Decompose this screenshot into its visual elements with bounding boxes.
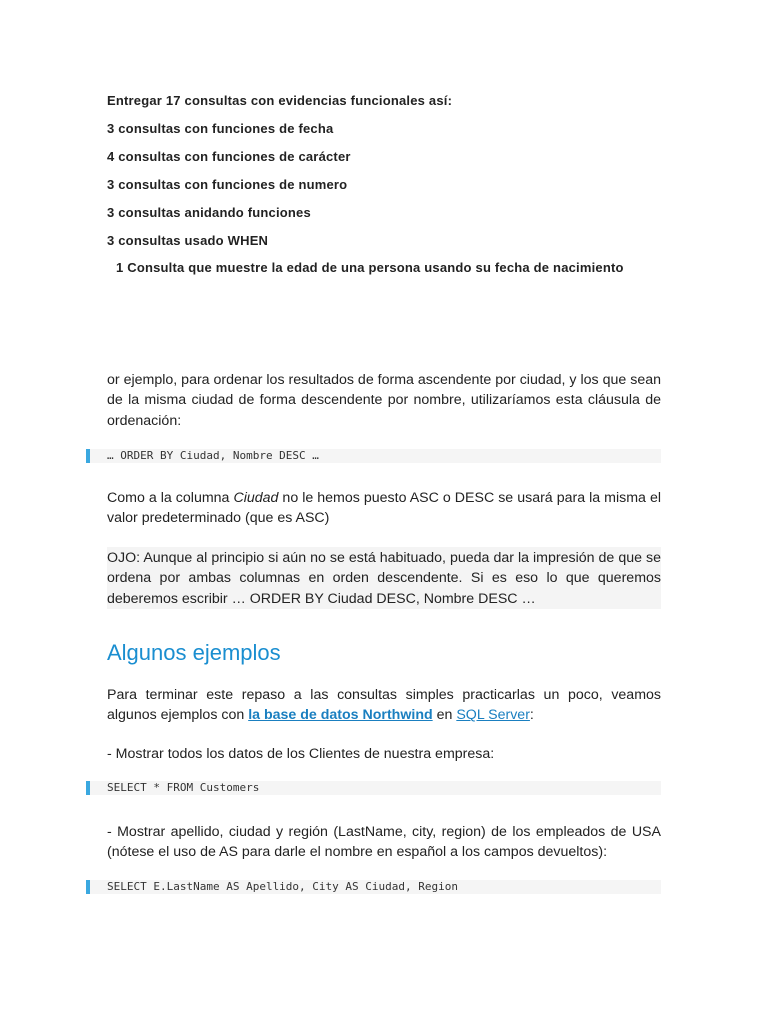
- column-name-emphasis: Ciudad: [233, 490, 279, 506]
- text-span: Para terminar este repaso a las consultas simples practicarlas un poco, veamos algunos ejemplos con: [107, 687, 661, 724]
- example-1-description: - Mostrar todos los datos de los Clientes de nuestra empresa:: [107, 746, 495, 762]
- requirement-item: 3 consultas anidando funciones: [107, 205, 311, 220]
- code-block-select-customers: [86, 781, 661, 795]
- note-text: OJO: Aunque al principio si aún no se está habituado, pueda dar la impresión de que se ordena por ambas columnas en orden descendente. Si es eso lo que queremos deberemos escribir … ORDER BY Ciudad DESC, Nombre DESC …: [107, 550, 661, 607]
- requirement-item: 4 consultas con funciones de carácter: [107, 149, 351, 164]
- code-bar: [86, 449, 90, 463]
- code-text: … ORDER BY Ciudad, Nombre DESC …: [107, 449, 319, 462]
- code-block-select-employees: [86, 880, 661, 894]
- intro-paragraph: or ejemplo, para ordenar los resultados de forma ascendente por ciudad, y los que sean de la misma ciudad de forma descendente por nombre, utilizaríamos esta cláusula de ordenación:: [107, 372, 661, 429]
- note-box: [107, 547, 661, 609]
- sql-server-link[interactable]: SQL Server: [456, 707, 530, 724]
- default-order-paragraph: [107, 488, 661, 529]
- code-bar: [86, 880, 90, 894]
- text-span: en: [432, 707, 457, 724]
- requirement-item: 3 consultas con funciones de fecha: [107, 121, 334, 136]
- code-block-order-by: [86, 449, 661, 463]
- text-span: :: [529, 707, 534, 724]
- section-heading: Algunos ejemplos: [107, 640, 281, 665]
- requirements-title: Entregar 17 consultas con evidencias funcionales así:: [107, 93, 453, 108]
- northwind-link[interactable]: la base de datos Northwind: [248, 707, 433, 724]
- requirements-list: [107, 92, 667, 277]
- code-text: SELECT E.LastName AS Apellido, City AS Ciudad, Region: [107, 880, 458, 893]
- text-span: Como a la columna: [107, 490, 234, 506]
- code-bar: [86, 781, 90, 795]
- requirement-item: 3 consultas usado WHEN: [107, 233, 269, 248]
- example-2-description: - Mostrar apellido, ciudad y región (LastName, city, region) de los empleados de USA (nótese el uso de AS para darle el nombre en español a los campos devueltos):: [107, 824, 661, 861]
- requirement-item: 1 Consulta que muestre la edad de una persona usando su fecha de nacimiento: [116, 260, 624, 275]
- requirement-item: 3 consultas con funciones de numero: [107, 177, 348, 192]
- examples-intro-paragraph: [107, 685, 661, 726]
- code-text: SELECT * FROM Customers: [107, 781, 260, 794]
- text-span: no le hemos puesto ASC o DESC se usará para la misma el valor predeterminado (que es ASC): [107, 490, 661, 527]
